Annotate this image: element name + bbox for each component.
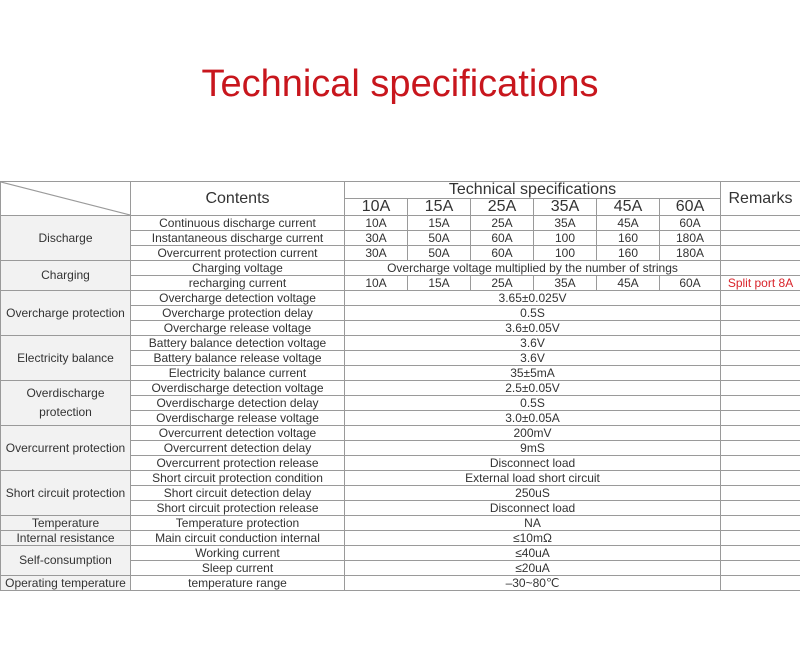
remark-cell bbox=[721, 501, 800, 516]
header-remarks: Remarks bbox=[721, 182, 800, 216]
item-label: Overdischarge detection voltage bbox=[131, 381, 345, 396]
value-cell: 3.6±0.05V bbox=[345, 321, 721, 336]
item-label: Temperature protection bbox=[131, 516, 345, 531]
value-cell: 2.5±0.05V bbox=[345, 381, 721, 396]
value-cell: 30A bbox=[345, 246, 408, 261]
value-cell: 180A bbox=[660, 231, 721, 246]
header-model-45a: 45A bbox=[597, 199, 660, 216]
table-row bbox=[1, 576, 800, 591]
value-cell: 50A bbox=[408, 231, 471, 246]
header-model-60a: 60A bbox=[660, 199, 721, 216]
table-row bbox=[1, 381, 800, 396]
item-label: Battery balance release voltage bbox=[131, 351, 345, 366]
value-cell: 15A bbox=[408, 276, 471, 291]
diagonal-divider bbox=[1, 182, 130, 215]
table-row bbox=[1, 216, 800, 231]
value-cell: 3.6V bbox=[345, 336, 721, 351]
value-cell: 60A bbox=[660, 276, 721, 291]
remark-cell bbox=[721, 231, 800, 246]
item-label: Continuous discharge current bbox=[131, 216, 345, 231]
value-cell: 35±5mA bbox=[345, 366, 721, 381]
item-label: Overcurrent protection release bbox=[131, 456, 345, 471]
value-cell: Disconnect load bbox=[345, 456, 721, 471]
remark-cell bbox=[721, 351, 800, 366]
table-row bbox=[1, 426, 800, 441]
value-cell: Overcharge voltage multiplied by the number of strings bbox=[345, 261, 721, 276]
category-charging: Charging bbox=[1, 261, 131, 291]
item-label: Charging voltage bbox=[131, 261, 345, 276]
value-cell: ≤10mΩ bbox=[345, 531, 721, 546]
header-model-25a: 25A bbox=[471, 199, 534, 216]
remark-cell: Split port 8A bbox=[721, 276, 800, 291]
value-cell: 60A bbox=[471, 246, 534, 261]
value-cell: –30~80℃ bbox=[345, 576, 721, 591]
remark-cell bbox=[721, 381, 800, 396]
remark-cell bbox=[721, 441, 800, 456]
value-cell: 45A bbox=[597, 276, 660, 291]
category-short-circuit-protection: Short circuit protection bbox=[1, 471, 131, 516]
value-cell: 25A bbox=[471, 216, 534, 231]
category-discharge: Discharge bbox=[1, 216, 131, 261]
value-cell: 60A bbox=[660, 216, 721, 231]
value-cell: 100 bbox=[534, 246, 597, 261]
item-label: temperature range bbox=[131, 576, 345, 591]
header-model-35a: 35A bbox=[534, 199, 597, 216]
value-cell: 9mS bbox=[345, 441, 721, 456]
item-label: Overdischarge release voltage bbox=[131, 411, 345, 426]
value-cell: 25A bbox=[471, 276, 534, 291]
value-cell: 50A bbox=[408, 246, 471, 261]
value-cell: 250uS bbox=[345, 486, 721, 501]
value-cell: External load short circuit bbox=[345, 471, 721, 486]
page-title: Technical specifications bbox=[201, 63, 599, 105]
header-model-10a: 10A bbox=[345, 199, 408, 216]
table-row bbox=[1, 291, 800, 306]
header-contents: Contents bbox=[131, 182, 345, 216]
remark-cell bbox=[721, 291, 800, 306]
value-cell: 30A bbox=[345, 231, 408, 246]
value-cell: 160 bbox=[597, 231, 660, 246]
item-label: Overcurrent detection delay bbox=[131, 441, 345, 456]
item-label: Overcurrent detection voltage bbox=[131, 426, 345, 441]
category-self-consumption: Self-consumption bbox=[1, 546, 131, 576]
remark-cell bbox=[721, 516, 800, 531]
item-label: Overcharge release voltage bbox=[131, 321, 345, 336]
value-cell: 100 bbox=[534, 231, 597, 246]
remark-cell bbox=[721, 366, 800, 381]
remark-cell bbox=[721, 576, 800, 591]
item-label: Electricity balance current bbox=[131, 366, 345, 381]
item-label: Overcharge protection delay bbox=[131, 306, 345, 321]
header-corner-cell bbox=[1, 182, 131, 216]
table-row bbox=[1, 516, 800, 531]
remark-cell bbox=[721, 531, 800, 546]
value-cell: 10A bbox=[345, 276, 408, 291]
spec-table bbox=[0, 181, 800, 591]
category-internal-resistance: Internal resistance bbox=[1, 531, 131, 546]
remark-cell bbox=[721, 411, 800, 426]
item-label: Sleep current bbox=[131, 561, 345, 576]
table-row bbox=[1, 336, 800, 351]
remark-cell bbox=[721, 471, 800, 486]
item-label: Overcurrent protection current bbox=[131, 246, 345, 261]
item-label: Instantaneous discharge current bbox=[131, 231, 345, 246]
item-label: Working current bbox=[131, 546, 345, 561]
remark-cell bbox=[721, 426, 800, 441]
table-row bbox=[1, 471, 800, 486]
remark-cell bbox=[721, 396, 800, 411]
value-cell: 180A bbox=[660, 246, 721, 261]
category-electricity-balance: Electricity balance bbox=[1, 336, 131, 381]
table-row bbox=[1, 531, 800, 546]
value-cell: 3.6V bbox=[345, 351, 721, 366]
value-cell: 60A bbox=[471, 231, 534, 246]
remark-cell bbox=[721, 546, 800, 561]
category-overdischarge-protection: Overdischarge protection bbox=[1, 381, 131, 426]
item-label: Overcharge detection voltage bbox=[131, 291, 345, 306]
value-cell: ≤20uA bbox=[345, 561, 721, 576]
value-cell: Disconnect load bbox=[345, 501, 721, 516]
value-cell: 200mV bbox=[345, 426, 721, 441]
item-label: Short circuit detection delay bbox=[131, 486, 345, 501]
value-cell: 45A bbox=[597, 216, 660, 231]
remark-cell bbox=[721, 306, 800, 321]
remark-cell bbox=[721, 336, 800, 351]
remark-cell bbox=[721, 261, 800, 276]
remark-cell bbox=[721, 246, 800, 261]
value-cell: 35A bbox=[534, 216, 597, 231]
remark-cell bbox=[721, 456, 800, 471]
value-cell: 3.65±0.025V bbox=[345, 291, 721, 306]
item-label: Short circuit protection release bbox=[131, 501, 345, 516]
item-label: recharging current bbox=[131, 276, 345, 291]
remark-cell bbox=[721, 321, 800, 336]
remark-cell bbox=[721, 561, 800, 576]
value-cell: 0.5S bbox=[345, 306, 721, 321]
value-cell: 15A bbox=[408, 216, 471, 231]
value-cell: 0.5S bbox=[345, 396, 721, 411]
header-model-15a: 15A bbox=[408, 199, 471, 216]
remark-cell bbox=[721, 216, 800, 231]
category-overcurrent-protection: Overcurrent protection bbox=[1, 426, 131, 471]
item-label: Overdischarge detection delay bbox=[131, 396, 345, 411]
table-row bbox=[1, 546, 800, 561]
table-row bbox=[1, 261, 800, 276]
category-temperature: Temperature bbox=[1, 516, 131, 531]
header-technical-specifications: Technical specifications bbox=[345, 182, 721, 199]
category-operating-temperature: Operating temperature bbox=[1, 576, 131, 591]
value-cell: 160 bbox=[597, 246, 660, 261]
item-label: Main circuit conduction internal bbox=[131, 531, 345, 546]
value-cell: 3.0±0.05A bbox=[345, 411, 721, 426]
category-overcharge-protection: Overcharge protection bbox=[1, 291, 131, 336]
item-label: Battery balance detection voltage bbox=[131, 336, 345, 351]
value-cell: NA bbox=[345, 516, 721, 531]
value-cell: 35A bbox=[534, 276, 597, 291]
value-cell: 10A bbox=[345, 216, 408, 231]
item-label: Short circuit protection condition bbox=[131, 471, 345, 486]
remark-cell bbox=[721, 486, 800, 501]
value-cell: ≤40uA bbox=[345, 546, 721, 561]
